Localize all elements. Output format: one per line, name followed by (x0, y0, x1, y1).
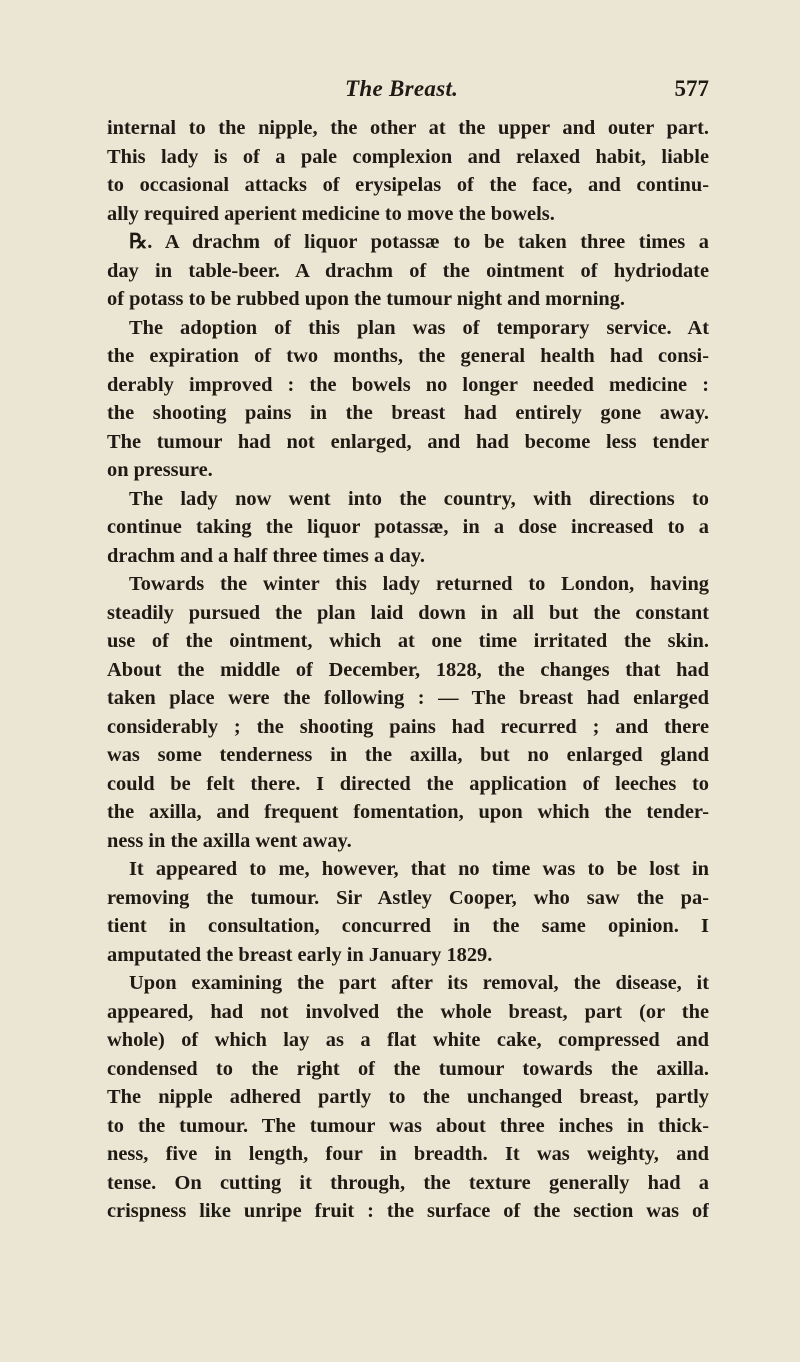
text-line: steadily pursued the plan laid down in all but the constant (107, 601, 709, 624)
text-line: amputated the breast early in January 1829. (107, 943, 493, 966)
page-number: 577 (674, 76, 709, 101)
running-title: The Breast. (345, 76, 459, 101)
text-line: ness, five in length, four in breadth. It was weighty, and (107, 1143, 709, 1165)
text-line: could be felt there. I directed the application of leeches to (107, 772, 709, 795)
running-header (107, 76, 709, 106)
text-line: About the middle of December, 1828, the changes that had (107, 658, 709, 681)
text-line: appeared, had not involved the whole breast, part (or the (107, 1000, 709, 1023)
text-line: the expiration of two months, the general health had consi- (107, 345, 709, 367)
text-line: condensed to the right of the tumour towards the axilla. (107, 1057, 709, 1080)
text-line: drachm and a half three times a day. (107, 544, 425, 567)
text-line: ℞. A drachm of liquor potassæ to be taken three times a (129, 231, 709, 253)
text-line: was some tenderness in the axilla, but no enlarged gland (107, 744, 709, 766)
text-line: to the tumour. The tumour was about three inches in thick- (107, 1114, 709, 1137)
text-line: The adoption of this plan was of temporary service. At (129, 316, 709, 339)
text-line: use of the ointment, which at one time irritated the skin. (107, 630, 709, 652)
text-line: continue taking the liquor potassæ, in a dose increased to a (107, 516, 709, 538)
text-line: This lady is of a pale complexion and relaxed habit, liable (107, 145, 709, 168)
body-text (107, 114, 709, 1226)
text-line: internal to the nipple, the other at the upper and outer part. (107, 117, 709, 139)
text-line: whole) of which lay as a flat white cake, compressed and (107, 1029, 709, 1051)
text-line: removing the tumour. Sir Astley Cooper, who saw the pa- (107, 886, 709, 909)
text-line: the axilla, and frequent fomentation, upon which the tender- (107, 801, 709, 823)
text-line: The tumour had not enlarged, and had become less tender (107, 430, 709, 453)
text-line: ally required aperient medicine to move the bowels. (107, 202, 555, 225)
text-line: to occasional attacks of erysipelas of the face, and continu- (107, 174, 709, 196)
text-line: on pressure. (107, 459, 213, 481)
text-line: Towards the winter this lady returned to London, having (129, 573, 709, 595)
text-line: tense. On cutting it through, the texture generally had a (107, 1171, 709, 1194)
text-line: considerably ; the shooting pains had recurred ; and there (107, 715, 709, 738)
text-line: day in table-beer. A drachm of the ointment of hydriodate (107, 259, 709, 282)
text-line: derably improved : the bowels no longer needed medicine : (107, 373, 709, 396)
text-line: tient in consultation, concurred in the same opinion. I (107, 915, 709, 937)
text-line: Upon examining the part after its removal, the disease, it (129, 972, 709, 994)
text-line: crispness like unripe fruit : the surface of the section was of (107, 1200, 709, 1222)
text-line: the shooting pains in the breast had entirely gone away. (107, 402, 709, 424)
text-line: ness in the axilla went away. (107, 829, 352, 852)
text-line: It appeared to me, however, that no time was to be lost in (129, 858, 709, 880)
text-line: taken place were the following : — The breast had enlarged (107, 687, 709, 709)
text-line: of potass to be rubbed upon the tumour night and morning. (107, 288, 625, 310)
text-line: The nipple adhered partly to the unchanged breast, partly (107, 1086, 709, 1108)
text-line: The lady now went into the country, with directions to (129, 487, 709, 510)
